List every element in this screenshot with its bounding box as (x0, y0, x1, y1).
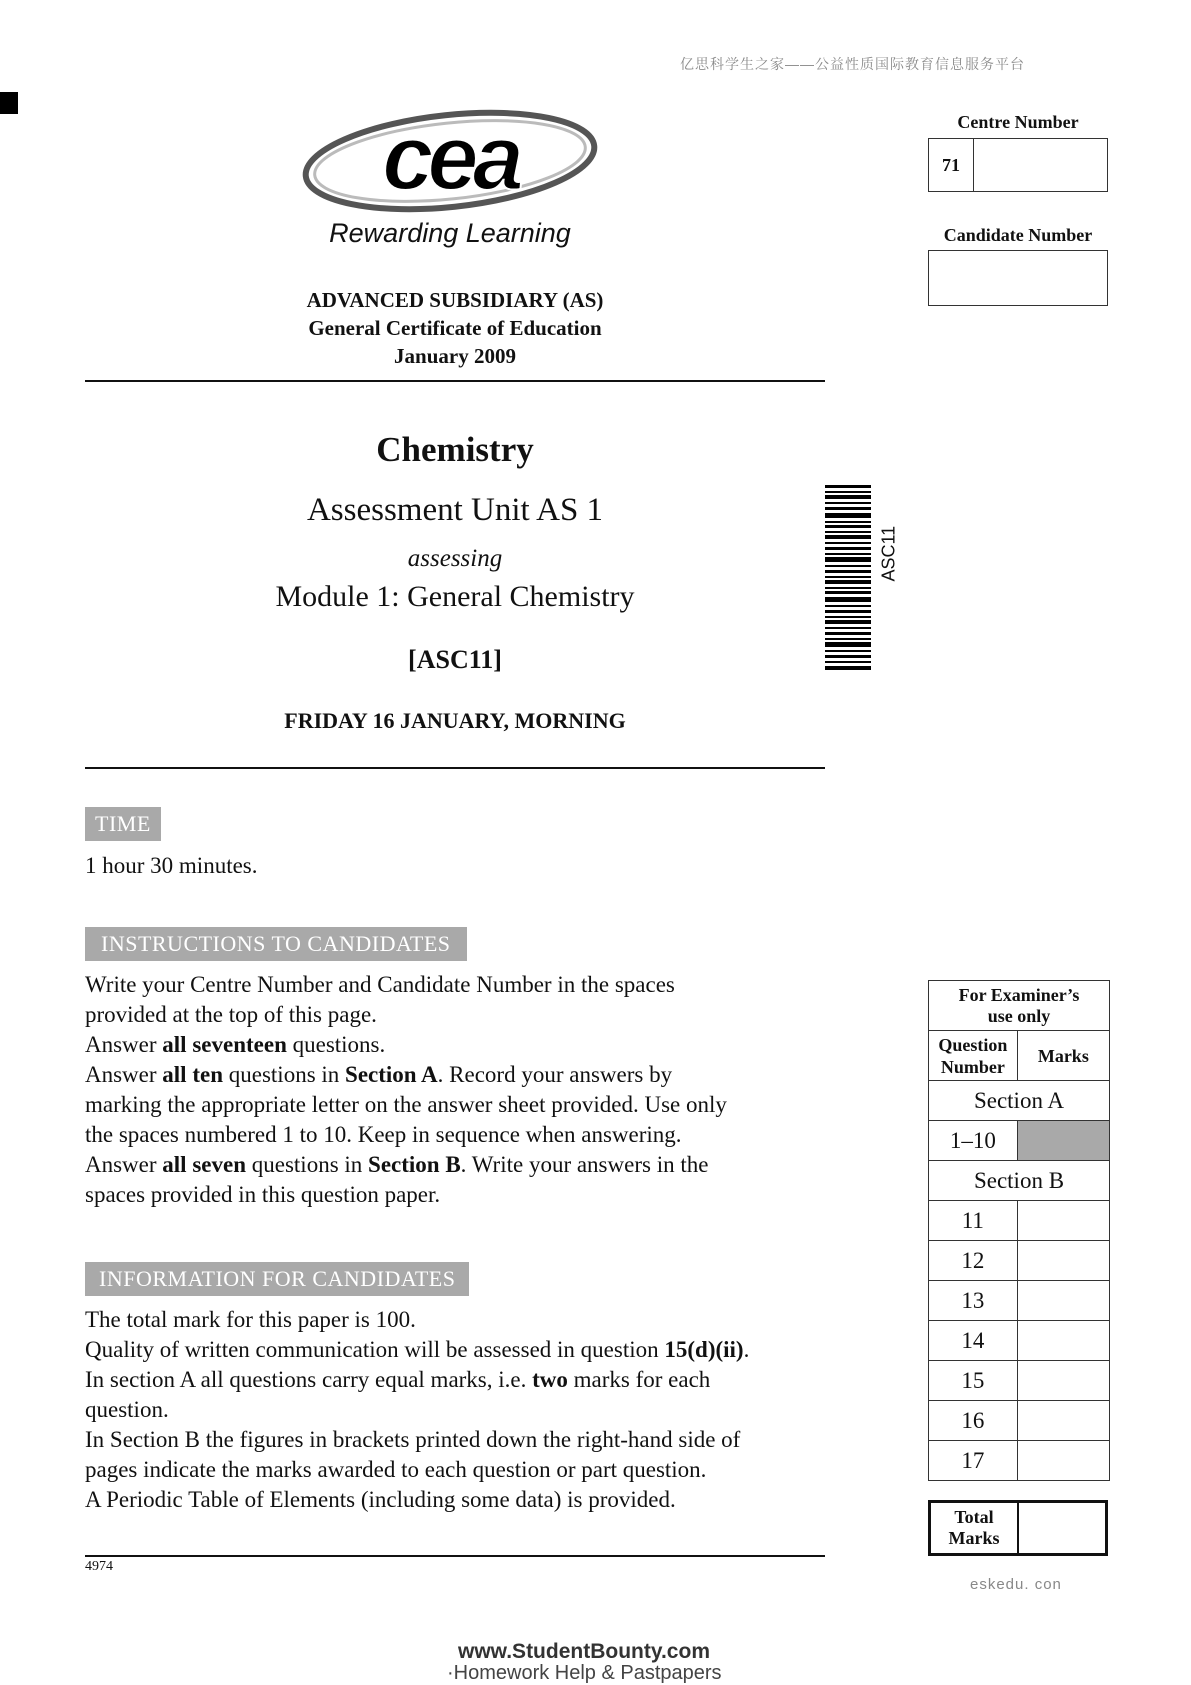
instruction-line: spaces provided in this question paper. (85, 1182, 441, 1207)
logo-tagline: Rewarding Learning (329, 218, 571, 248)
information-line: question. (85, 1397, 169, 1422)
assessing-label: assessing (407, 545, 503, 572)
exam-date: FRIDAY 16 JANUARY, MORNING (284, 708, 626, 733)
divider-rule (85, 767, 825, 769)
section-b-label: Section B (929, 1161, 1110, 1201)
footer-rule (85, 1555, 825, 1557)
question-number: 11 (929, 1201, 1018, 1241)
question-number: 13 (929, 1281, 1018, 1321)
examiner-marks-table (928, 980, 1110, 1481)
time-allowed: 1 hour 30 minutes. (85, 853, 258, 878)
information-line: The total mark for this paper is 100. (85, 1307, 416, 1332)
instruction-line: Write your Centre Number and Candidate Number in the spaces (85, 972, 675, 997)
information-text (85, 1305, 865, 1515)
centre-number-label: Centre Number (957, 112, 1079, 132)
module-title: Module 1: General Chemistry (275, 580, 635, 613)
total-marks-field[interactable] (928, 1500, 1108, 1556)
marks-cell[interactable] (1017, 1201, 1109, 1241)
marks-cell[interactable] (1017, 1441, 1109, 1481)
candidate-number-label: Candidate Number (943, 225, 1093, 245)
marks-cell[interactable] (1017, 1401, 1109, 1441)
studentbounty-watermark: www.StudentBounty.com (458, 1640, 710, 1663)
marks-column-header: Marks (1017, 1031, 1109, 1081)
instruction-line: marking the appropriate letter on the answer sheet provided. Use only (85, 1092, 727, 1117)
examiner-table-heading: For Examiner’s use only (929, 981, 1110, 1031)
marks-cell-shaded (1017, 1121, 1109, 1161)
instruction-line: Answer all seven questions in Section B. Write your answers in the (85, 1152, 709, 1177)
question-number-column-header: Question Number (929, 1031, 1018, 1081)
instruction-line: Answer all seventeen questions. (85, 1032, 386, 1057)
paper-code: [ASC11] (408, 645, 502, 674)
barcode-caption: ASC11 (878, 525, 899, 582)
question-range-a: 1–10 (929, 1121, 1018, 1161)
barcode (825, 485, 871, 671)
instruction-line: provided at the top of this page. (85, 1002, 377, 1027)
marks-cell[interactable] (1017, 1281, 1109, 1321)
information-line: A Periodic Table of Elements (including some data) is provided. (85, 1487, 676, 1512)
question-number: 15 (929, 1361, 1018, 1401)
question-number: 12 (929, 1241, 1018, 1281)
question-number: 16 (929, 1401, 1018, 1441)
information-line: pages indicate the marks awarded to each question or part question. (85, 1457, 707, 1482)
studentbounty-tagline: ·Homework Help & Pastpapers (447, 1662, 722, 1684)
svg-text:cea: cea (382, 107, 518, 209)
qualification-level: ADVANCED SUBSIDIARY (AS) (306, 288, 604, 312)
marks-cell[interactable] (1017, 1321, 1109, 1361)
marks-cell[interactable] (1017, 1361, 1109, 1401)
information-line: In Section B the figures in brackets printed down the right-hand side of (85, 1427, 741, 1452)
information-line: In section A all questions carry equal marks, i.e. two marks for each (85, 1367, 711, 1392)
information-line: Quality of written communication will be assessed in question 15(d)(ii). (85, 1337, 750, 1362)
centre-number-prefix: 71 (929, 139, 974, 191)
instruction-line: the spaces numbered 1 to 10. Keep in sequence when answering. (85, 1122, 682, 1147)
candidate-number-field[interactable] (928, 250, 1108, 306)
instructions-text (85, 970, 865, 1210)
qualification-certificate: General Certificate of Education (308, 316, 602, 340)
site-watermark: eskedu. con (970, 1576, 1062, 1593)
divider-rule (85, 380, 825, 382)
assessment-unit: Assessment Unit AS 1 (306, 492, 604, 528)
question-number: 14 (929, 1321, 1018, 1361)
information-heading: INFORMATION FOR CANDIDATES (85, 1262, 469, 1296)
total-marks-label: Total Marks (931, 1503, 1019, 1553)
paper-number: 4974 (85, 1559, 113, 1574)
marks-cell[interactable] (1017, 1241, 1109, 1281)
instructions-heading: INSTRUCTIONS TO CANDIDATES (85, 927, 467, 961)
instruction-line: Answer all ten questions in Section A. Record your answers by (85, 1062, 673, 1087)
section-a-label: Section A (929, 1081, 1110, 1121)
question-number: 17 (929, 1441, 1018, 1481)
subject-title: Chemistry (376, 430, 534, 469)
time-heading: TIME (85, 807, 161, 841)
qualification-session: January 2009 (394, 344, 516, 368)
corner-registration-mark (0, 92, 18, 114)
centre-number-field[interactable] (928, 138, 1108, 192)
top-watermark: 亿思科学生之家——公益性质国际教育信息服务平台 (680, 56, 1025, 72)
